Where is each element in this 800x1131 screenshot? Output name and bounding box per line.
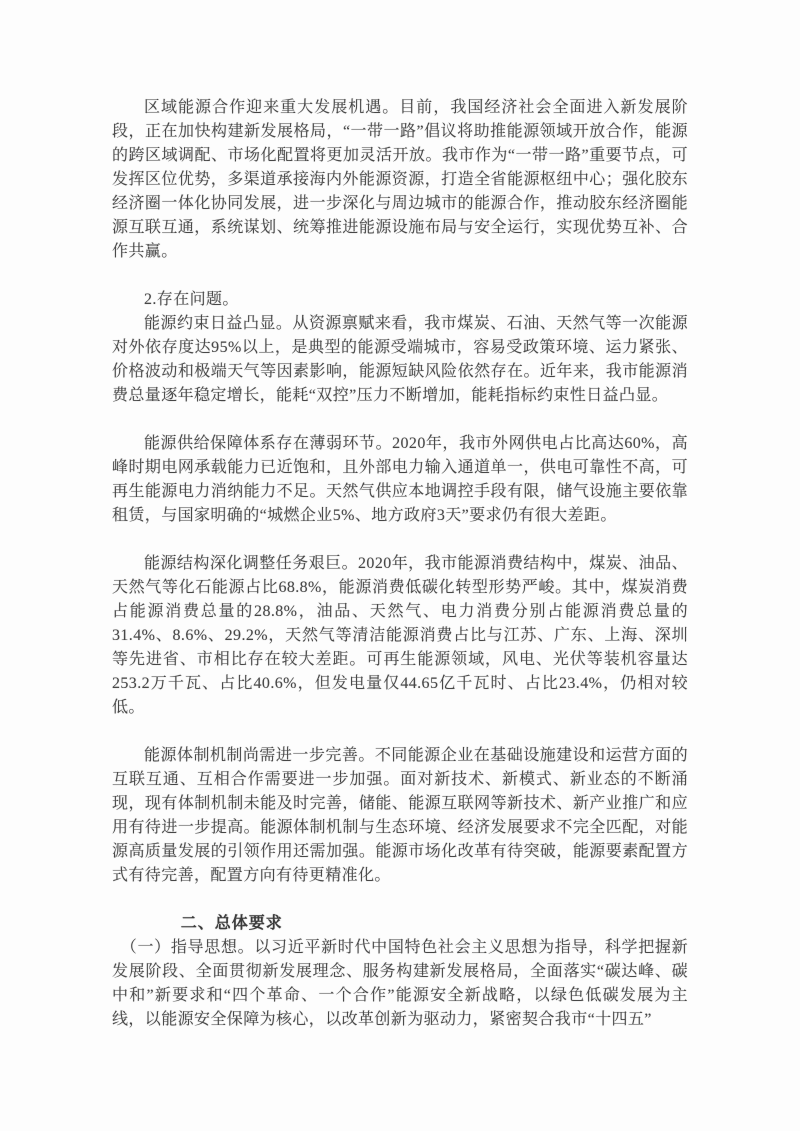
paragraph-guiding-ideology: （一）指导思想。以习近平新时代中国特色社会主义思想为指导，科学把握新发展阶段、全面贯彻新发展理念、服务构建新发展格局，全面落实“碳达峰、碳中和”新要求和“四个革命、一个合作”能源安全新战略，以绿色低碳发展为主线，以能源安全保障为核心，以改革创新为驱动力，紧密契合我市“十四五”	[112, 939, 688, 1028]
subheading-existing-problems: 2.存在问题。	[144, 291, 239, 308]
paragraph-energy-structure-adjustment: 能源结构深化调整任务艰巨。2020年，我市能源消费结构中，煤炭、油品、天然气等化石能源占比68.8%，能源消费低碳化转型形势严峻。其中，煤炭消费占能源消费总量的28.8%，油品、天然气、电力消费分别占能源消费总量的31.4%、8.6%、29.2%，天然气等清洁能源消费占比与江苏、广东、上海、深圳等先进省、市相比存在较大差距。可再生能源领域，风电、光伏等装机容量达253.2万千瓦、占比40.6%，但发电量仅44.65亿千瓦时、占比23.4%，仍相对较低。	[112, 555, 688, 716]
paragraph-institutional-mechanism: 能源体制机制尚需进一步完善。不同能源企业在基础设施建设和运营方面的互联互通、互相合作需要进一步加强。面对新技术、新模式、新业态的不断涌现，现有体制机制未能及时完善，储能、能源互联网等新技术、新产业推广和应用有待进一步提高。能源体制机制与生态环境、经济发展要求不完全匹配，对能源高质量发展的引领作用还需加强。能源市场化改革有待突破，能源要素配置方式有待完善，配置方向有待更精准化。	[112, 747, 688, 884]
section-heading-overall-requirements: 二、总体要求	[180, 915, 283, 932]
paragraph-regional-energy-cooperation: 区域能源合作迎来重大发展机遇。目前，我国经济社会全面进入新发展阶段，正在加快构建新发展格局，“一带一路”倡议将助推能源领域开放合作，能源的跨区域调配、市场化配置将更加灵活开放。我市作为“一带一路”重要节点，可发挥区位优势，多渠道承接海内外能源资源，打造全省能源枢纽中心；强化胶东经济圈一体化协同发展，进一步深化与周边城市的能源合作，推动胶东经济圈能源互联互通，系统谋划、统筹推进能源设施布局与安全运行，实现优势互补、合作共赢。	[112, 99, 688, 260]
paragraph-energy-constraints: 能源约束日益凸显。从资源禀赋来看，我市煤炭、石油、天然气等一次能源对外依存度达95%以上，是典型的能源受端城市，容易受政策环境、运力紧张、价格波动和极端天气等因素影响，能源短缺风险依然存在。近年来，我市能源消费总量逐年稳定增长，能耗“双控”压力不断增加，能耗指标约束性日益凸显。	[112, 315, 688, 404]
paragraph-supply-guarantee-weakness: 能源供给保障体系存在薄弱环节。2020年，我市外网供电占比高达60%，高峰时期电网承载能力已近饱和，且外部电力输入通道单一，供电可靠性不高，可再生能源电力消纳能力不足。天然气供应本地调控手段有限，储气设施主要依靠租赁，与国家明确的“城燃企业5%、地方政府3天”要求仍有很大差距。	[112, 435, 688, 524]
